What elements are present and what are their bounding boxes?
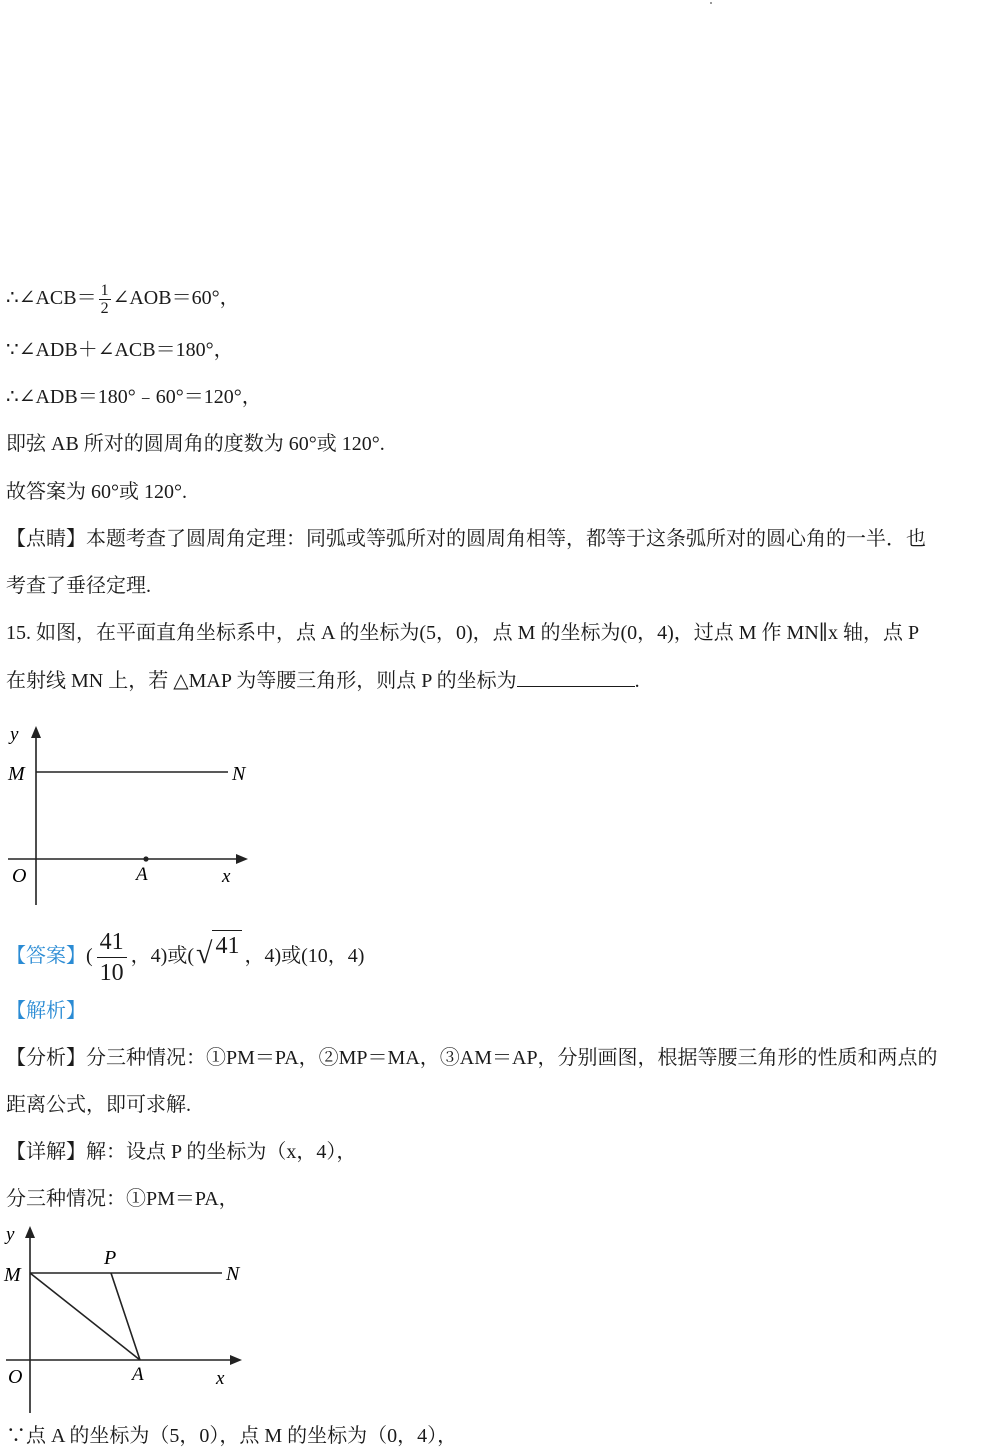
fig2-label-O: O: [8, 1366, 23, 1388]
answer-fraction-denominator: 10: [99, 959, 124, 986]
fig2-label-P: P: [104, 1247, 117, 1269]
figure-1-coordinate-plane: [0, 720, 260, 910]
fig1-label-y: y: [10, 724, 19, 745]
line-1-suffix: ∠AOB＝60°，: [112, 287, 240, 310]
question-15: 15. 如图，在平面直角坐标系中，点 A 的坐标为(5，0)，点 M 的坐标为(0，4)，过点 M 作 MN∥x 轴，点 P: [6, 622, 920, 644]
answer-sqrt: √ 41: [196, 927, 242, 987]
answer-fraction-numerator: 41: [97, 927, 127, 958]
line-2: ∵∠ADB＋∠ACB＝180°，: [6, 339, 234, 361]
fig1-label-x: x: [222, 866, 231, 887]
line-5: 故答案为 60°或 120°.: [6, 481, 187, 503]
fig2-label-A: A: [132, 1364, 144, 1385]
fig1-label-N: N: [232, 763, 246, 785]
solution-line-2: 分三种情况：①PM＝PA，: [6, 1188, 239, 1210]
answer-blank: [517, 668, 635, 687]
line-1-prefix: ∴∠ACB＝: [6, 287, 97, 310]
fraction-numerator: 1: [100, 282, 109, 299]
answer-tag: 【答案】: [6, 945, 86, 967]
answer-fraction: [97, 927, 127, 988]
fig1-label-O: O: [12, 865, 27, 887]
fig1-label-M: M: [8, 763, 25, 785]
fig2-label-y: y: [6, 1224, 15, 1245]
line-7: 考查了垂径定理.: [6, 575, 151, 597]
fraction-denominator: 2: [100, 300, 109, 317]
analysis-tag: 【解析】: [6, 1000, 86, 1022]
line-3: ∴∠ADB＝180°﹣60°＝120°，: [6, 386, 262, 408]
solution-line-1: 【详解】解：设点 P 的坐标为（x，4），: [6, 1141, 357, 1163]
analysis-line-2: 距离公式，即可求解.: [6, 1094, 191, 1116]
scan-dot: [710, 2, 712, 4]
answer-sqrt-radicand: 41: [212, 930, 242, 961]
answer-mid-2: ，4)或(10，4): [244, 945, 365, 967]
line-4: 即弦 AB 所对的圆周角的度数为 60°或 120°.: [6, 433, 385, 455]
figure-2-case-pm-pa: [0, 1218, 260, 1418]
fig2-label-x: x: [216, 1368, 225, 1389]
answer-line: [6, 926, 364, 988]
answer-open: (: [86, 945, 93, 967]
solution-line-3: ∵点 A 的坐标为（5，0），点 M 的坐标为（0，4），: [6, 1425, 458, 1447]
answer-mid-1: ，4)或(: [130, 945, 194, 967]
fig2-label-N: N: [226, 1263, 240, 1285]
line-1: [6, 282, 240, 317]
fraction-half: [99, 282, 111, 317]
fig1-label-A: A: [136, 864, 148, 885]
line-6-note: 【点睛】本题考查了圆周角定理：同弧或等弧所对的圆周角相等，都等于这条弧所对的圆心角的一半．也: [6, 528, 926, 550]
question-15-text: 在射线 MN 上，若 △MAP 为等腰三角形，则点 P 的坐标为: [6, 670, 517, 692]
question-15-period: .: [634, 670, 640, 692]
fig2-label-M: M: [4, 1264, 21, 1286]
analysis-line-1: 【分析】分三种情况：①PM＝PA，②MP＝MA，③AM＝AP，分别画图，根据等腰三角形的性质和两点的: [6, 1047, 938, 1069]
question-15-cont: [6, 668, 640, 693]
